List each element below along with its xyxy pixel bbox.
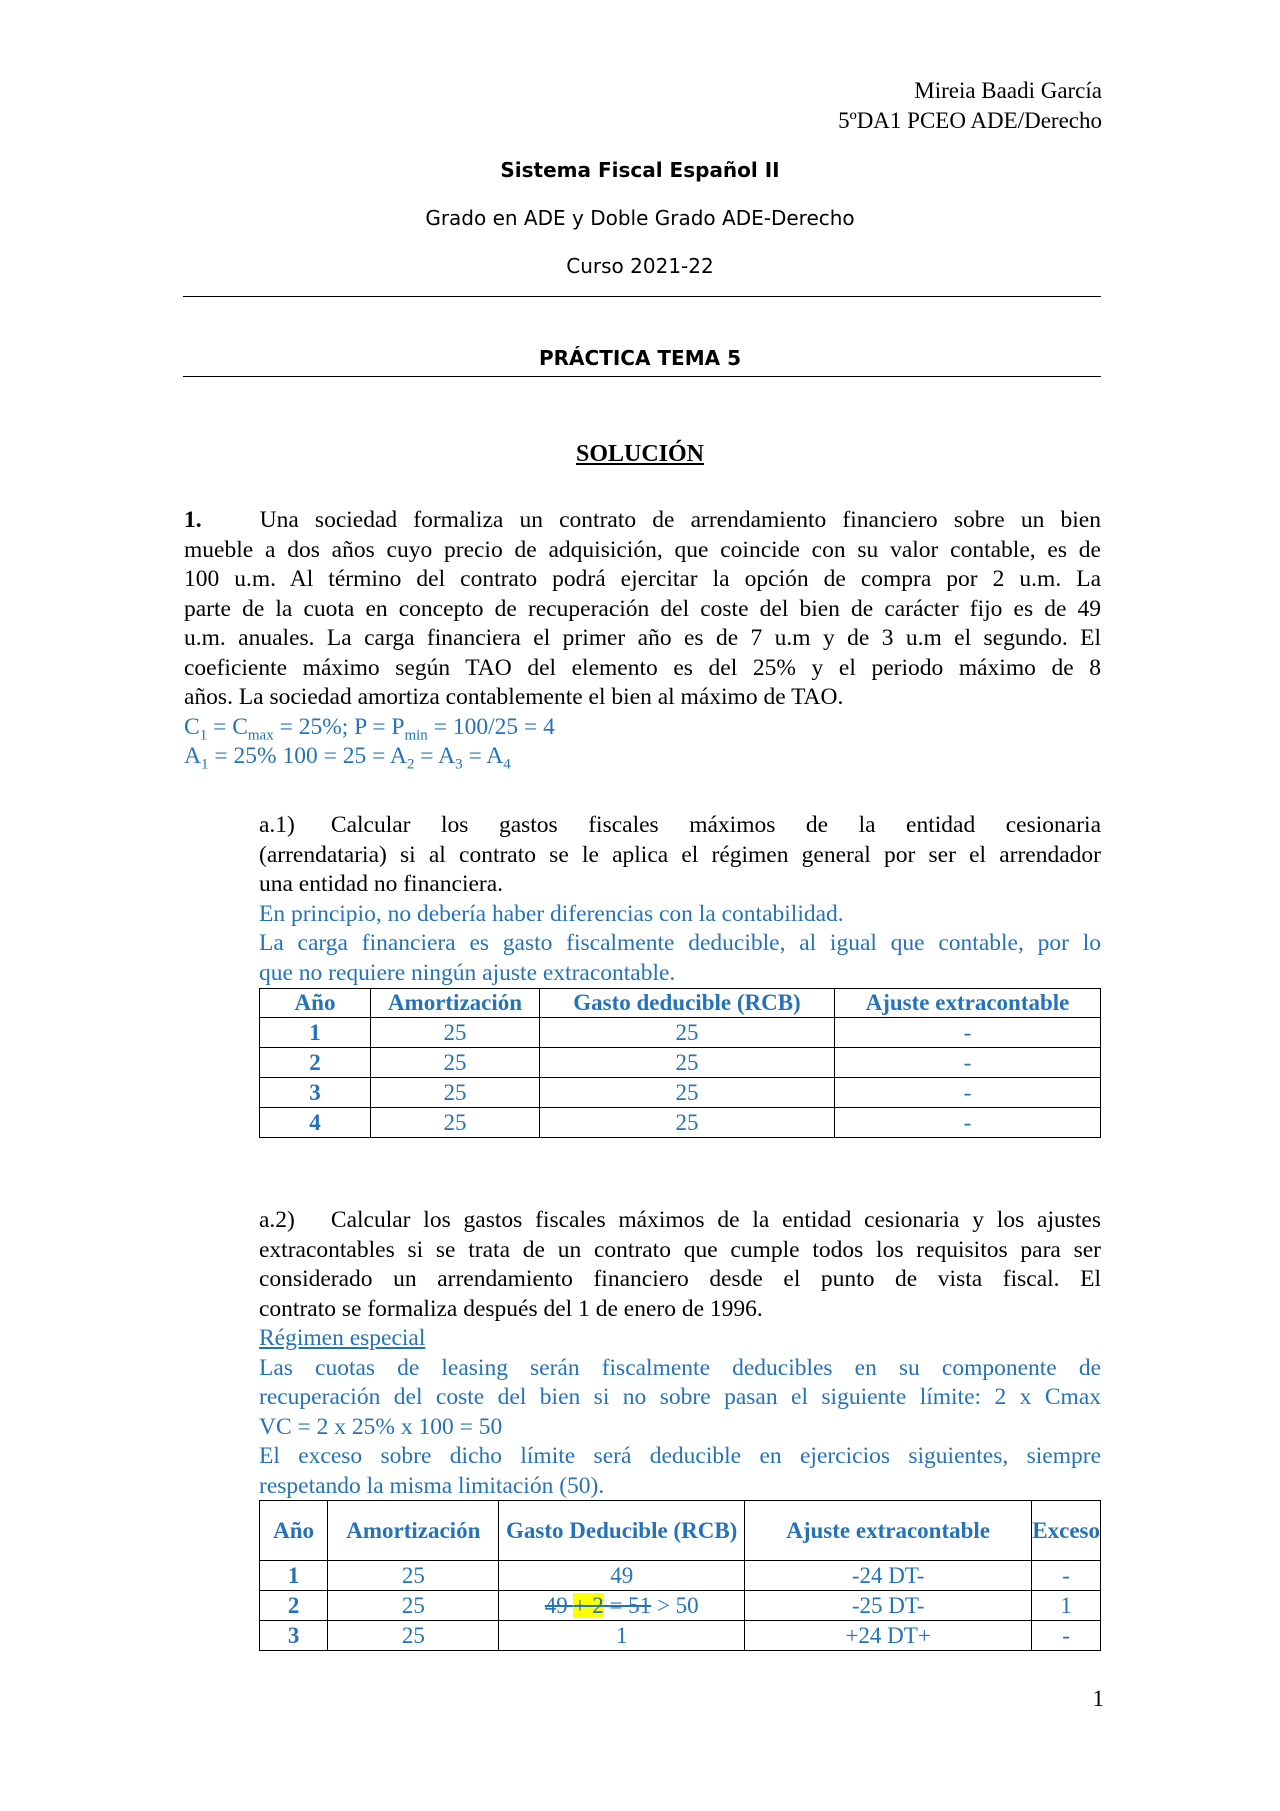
subject-title: Sistema Fiscal Español II — [500, 158, 780, 182]
table-cell: 1 — [499, 1621, 745, 1651]
table-row — [260, 1621, 1101, 1651]
exercise1-line-2: mueble a dos años cuyo precio de adquisición, que coincide con su valor contable, es de — [184, 536, 1101, 563]
part-a2-line-4: contrato se formaliza después del 1 de enero de 1996. — [259, 1295, 763, 1322]
table-cell: 2 — [260, 1591, 328, 1621]
part-a1-line-1: Calcular los gastos fiscales máximos de la entidad cesionaria — [330, 812, 1101, 838]
part-a2-answer-1: Las cuotas de leasing serán fiscalmente deducibles en su componente de — [259, 1354, 1101, 1381]
table-a1 — [259, 988, 1101, 1138]
table-a2-header: Amortización — [328, 1501, 499, 1561]
table-row — [260, 1048, 1101, 1078]
table-cell: 25 — [540, 1078, 835, 1108]
part-a1-label: a.1) — [259, 812, 295, 838]
author-name: Mireia Baadi García — [914, 78, 1102, 103]
table-cell-corrected — [499, 1591, 745, 1621]
page-number: 1 — [1092, 1686, 1104, 1711]
table-a1-header: Gasto deducible (RCB) — [540, 989, 835, 1018]
table-cell: -24 DT- — [744, 1561, 1031, 1591]
table-cell: 1 — [1032, 1591, 1101, 1621]
table-cell: 25 — [328, 1561, 499, 1591]
table-cell: 2 — [260, 1048, 371, 1078]
divider-top — [183, 296, 1101, 297]
part-a1-answer-3: que no requiere ningún ajuste extracontable. — [259, 959, 676, 986]
part-a2-answer-2: recuperación del coste del bien si no sobre pasan el siguiente límite: 2 x Cmax — [259, 1384, 1101, 1410]
table-cell: 3 — [260, 1621, 328, 1651]
table-a2-header: Exceso — [1032, 1501, 1101, 1561]
table-a1-header: Amortización — [371, 989, 540, 1018]
exercise1-line-6: coeficiente máximo según TAO del elemento es del 25% y el periodo máximo de 8 — [184, 654, 1101, 681]
table-row — [260, 1561, 1101, 1591]
solution-title: SOLUCIÓN — [575, 441, 705, 467]
table-cell: - — [835, 1018, 1101, 1048]
part-a1-line-3: una entidad no financiera. — [259, 871, 504, 897]
table-cell: - — [835, 1108, 1101, 1138]
part-a2-label: a.2) — [259, 1207, 295, 1233]
course-year: Curso 2021-22 — [566, 254, 714, 278]
student-group: 5ºDA1 PCEO ADE/Derecho — [838, 108, 1102, 133]
table-cell: -25 DT- — [744, 1591, 1031, 1621]
table-cell: 25 — [371, 1108, 540, 1138]
table-a2-header-row — [260, 1501, 1101, 1561]
part-a2-line-1: Calcular los gastos fiscales máximos de la entidad cesionaria y los ajustes — [330, 1207, 1101, 1233]
table-cell: 4 — [260, 1108, 371, 1138]
table-row — [260, 1108, 1101, 1138]
table-cell: 1 — [260, 1561, 328, 1591]
table-cell: 25 — [328, 1591, 499, 1621]
struck-value: 49 — [544, 1592, 574, 1618]
table-a2-header: Ajuste extracontable — [744, 1501, 1031, 1561]
table-a2-header: Año — [260, 1501, 328, 1561]
divider-bottom — [183, 376, 1101, 377]
table-cell: 25 — [540, 1048, 835, 1078]
formula-amortization: $A_1 = 25\%$ $100 = 25 = A_2 = A_3 = A_4$ — [184, 743, 511, 773]
exercise1-line-4: parte de la cuota en concepto de recuperación del coste del bien de carácter fijo es de 49 — [184, 595, 1101, 622]
table-a1-header: Ajuste extracontable — [835, 989, 1101, 1018]
part-a2-statement — [259, 1206, 1101, 1501]
exercise1-number: 1. — [184, 507, 202, 533]
formula-coefficient: $C_1 = C_{max} = 25\%$; $P = P_{min} = 100/25 = 4$ — [184, 713, 555, 744]
exercise1-line-7: años. La sociedad amortiza contablemente el bien al máximo de TAO. — [184, 684, 844, 710]
exercise1-line-1: Una sociedad formaliza un contrato de arrendamiento financiero sobre un bien — [259, 507, 1101, 533]
exercise1-line-5: u.m. anuales. La carga financiera el primer año es de 7 u.m y de 3 u.m el segundo. El — [184, 625, 1101, 651]
table-cell: 25 — [328, 1621, 499, 1651]
regime-label: Régimen especial — [259, 1325, 426, 1351]
table-row — [260, 1078, 1101, 1108]
table-cell: 25 — [371, 1078, 540, 1108]
part-a2-answer-5: respetando la misma limitación (50). — [259, 1472, 605, 1499]
table-cell: - — [835, 1078, 1101, 1108]
table-cell: 49 — [499, 1561, 745, 1591]
part-a2-answer-4: El exceso sobre dicho límite será deducible en ejercicios siguientes, siempre — [259, 1443, 1101, 1469]
struck-result: = 51 — [603, 1592, 652, 1618]
table-cell: 25 — [540, 1018, 835, 1048]
exercise1-line-3: 100 u.m. Al término del contrato podrá ejercitar la opción de compra por 2 u.m. La — [184, 566, 1101, 592]
limit-comparison: > 50 — [651, 1592, 699, 1618]
highlighted-addition: + 2 — [573, 1592, 604, 1618]
table-cell: 1 — [260, 1018, 371, 1048]
table-a1-header-row — [260, 989, 1101, 1018]
part-a1-answer-1: En principio, no debería haber diferencias con la contabilidad. — [259, 900, 844, 927]
table-a1-header: Año — [260, 989, 371, 1018]
exercise1-statement — [184, 506, 1101, 772]
table-a2-header: Gasto Deducible (RCB) — [499, 1501, 745, 1561]
degree-title: Grado en ADE y Doble Grado ADE-Derecho — [425, 206, 855, 230]
table-cell: +24 DT+ — [744, 1621, 1031, 1651]
table-cell: 25 — [540, 1108, 835, 1138]
part-a1-statement — [259, 811, 1101, 988]
table-cell: 3 — [260, 1078, 371, 1108]
part-a2-line-3: considerado un arrendamiento financiero desde el punto de vista fiscal. El — [259, 1266, 1101, 1292]
table-a2 — [259, 1500, 1101, 1651]
part-a2-line-2: extracontables si se trata de un contrato que cumple todos los requisitos para ser — [259, 1236, 1101, 1263]
table-row — [260, 1018, 1101, 1048]
table-row — [260, 1591, 1101, 1621]
table-cell: - — [1032, 1621, 1101, 1651]
table-cell: - — [835, 1048, 1101, 1078]
table-cell: 25 — [371, 1048, 540, 1078]
table-cell: 25 — [371, 1018, 540, 1048]
part-a1-line-2: (arrendataria) si al contrato se le aplica el régimen general por ser el arrendador — [259, 841, 1101, 868]
practice-title: PRÁCTICA TEMA 5 — [539, 346, 741, 370]
part-a1-answer-2: La carga financiera es gasto fiscalmente deducible, al igual que contable, por lo — [259, 930, 1101, 956]
table-cell: - — [1032, 1561, 1101, 1591]
part-a2-answer-3: VC = 2 x 25% x 100 = 50 — [259, 1413, 503, 1440]
